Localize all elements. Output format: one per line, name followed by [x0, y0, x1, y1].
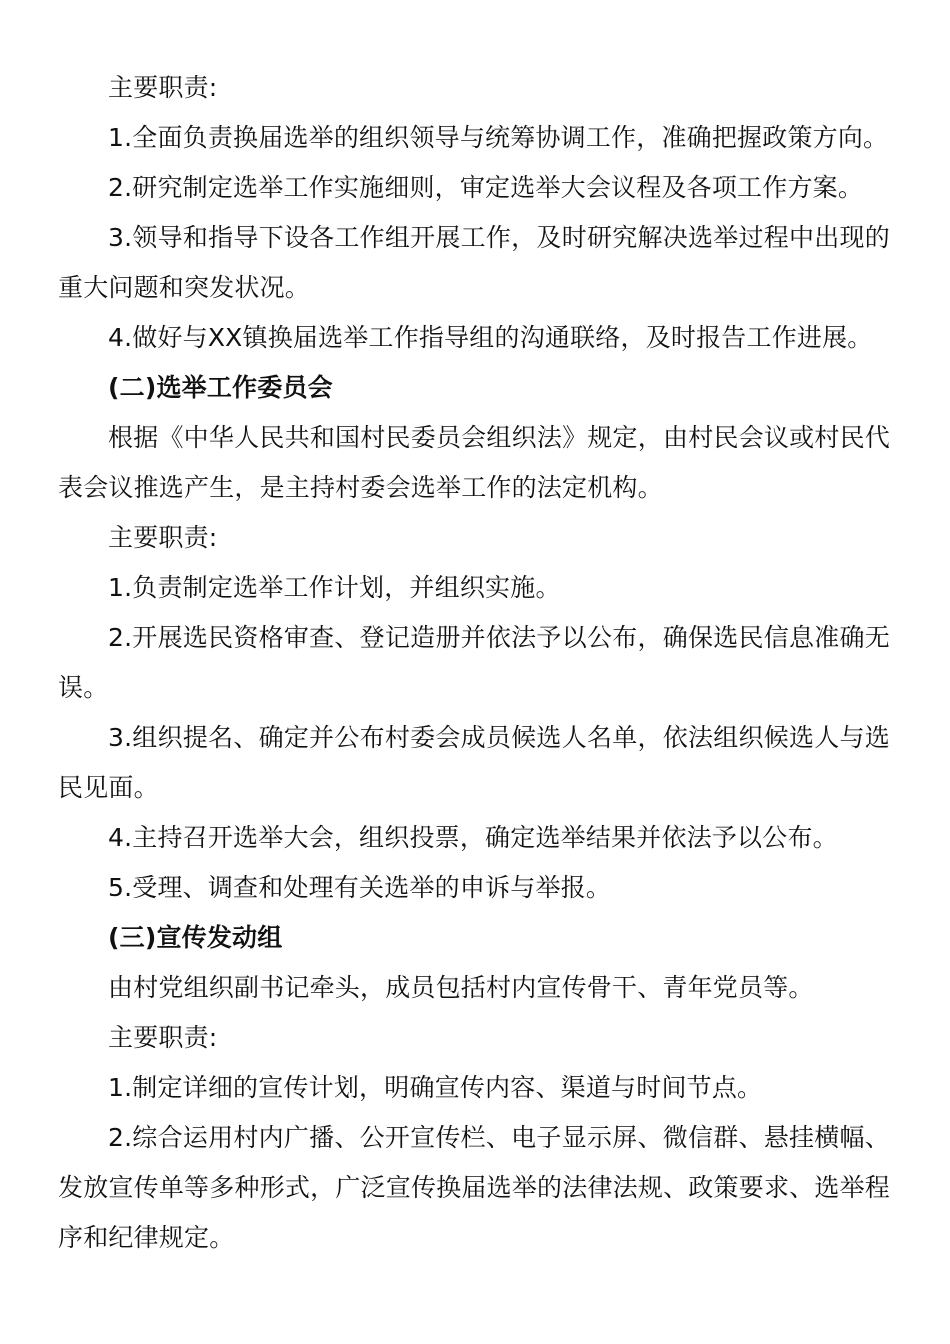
paragraph-duties-label-1: 主要职责: — [108, 73, 218, 102]
paragraph-publicity-duty-1: 1.制定详细的宣传计划，明确宣传内容、渠道与时间节点。 — [108, 1073, 763, 1102]
paragraph-publicity-duty-2: 2.综合运用村内广播、公开宣传栏、电子显示屏、微信群、悬挂横幅、发放宣传单等多种形式，广泛宣传换届选举的法律法规、政策要求、选举程序和纪律规定。 — [58, 1123, 890, 1252]
paragraph-committee-intro: 根据《中华人民共和国村民委员会组织法》规定，由村民会议或村民代表会议推选产生，是主持村委会选举工作的法定机构。 — [58, 423, 890, 502]
paragraph-duty-2: 2.研究制定选举工作实施细则，审定选举大会议程及各项工作方案。 — [108, 173, 864, 202]
section-heading-publicity-group: (三)宣传发动组 — [108, 923, 283, 952]
paragraph-duty-4: 4.做好与XX镇换届选举工作指导组的沟通联络，及时报告工作进展。 — [108, 323, 873, 352]
paragraph-committee-duty-1: 1.负责制定选举工作计划，并组织实施。 — [108, 573, 561, 602]
document-body — [58, 63, 890, 1263]
paragraph-committee-duty-5: 5.受理、调查和处理有关选举的申诉与举报。 — [108, 873, 612, 902]
paragraph-publicity-intro: 由村党组织副书记牵头，成员包括村内宣传骨干、青年党员等。 — [108, 973, 814, 1002]
paragraph-duties-label-2: 主要职责: — [108, 523, 218, 552]
paragraph-committee-duty-4: 4.主持召开选举大会，组织投票，确定选举结果并依法予以公布。 — [108, 823, 838, 852]
paragraph-duty-3: 3.领导和指导下设各工作组开展工作，及时研究解决选举过程中出现的重大问题和突发状况。 — [58, 223, 890, 302]
section-heading-election-committee: (二)选举工作委员会 — [108, 373, 333, 402]
paragraph-committee-duty-2: 2.开展选民资格审查、登记造册并依法予以公布，确保选民信息准确无误。 — [58, 623, 890, 702]
paragraph-duties-label-3: 主要职责: — [108, 1023, 218, 1052]
paragraph-duty-1: 1.全面负责换届选举的组织领导与统筹协调工作，准确把握政策方向。 — [108, 123, 889, 152]
paragraph-committee-duty-3: 3.组织提名、确定并公布村委会成员候选人名单，依法组织候选人与选民见面。 — [58, 723, 890, 802]
